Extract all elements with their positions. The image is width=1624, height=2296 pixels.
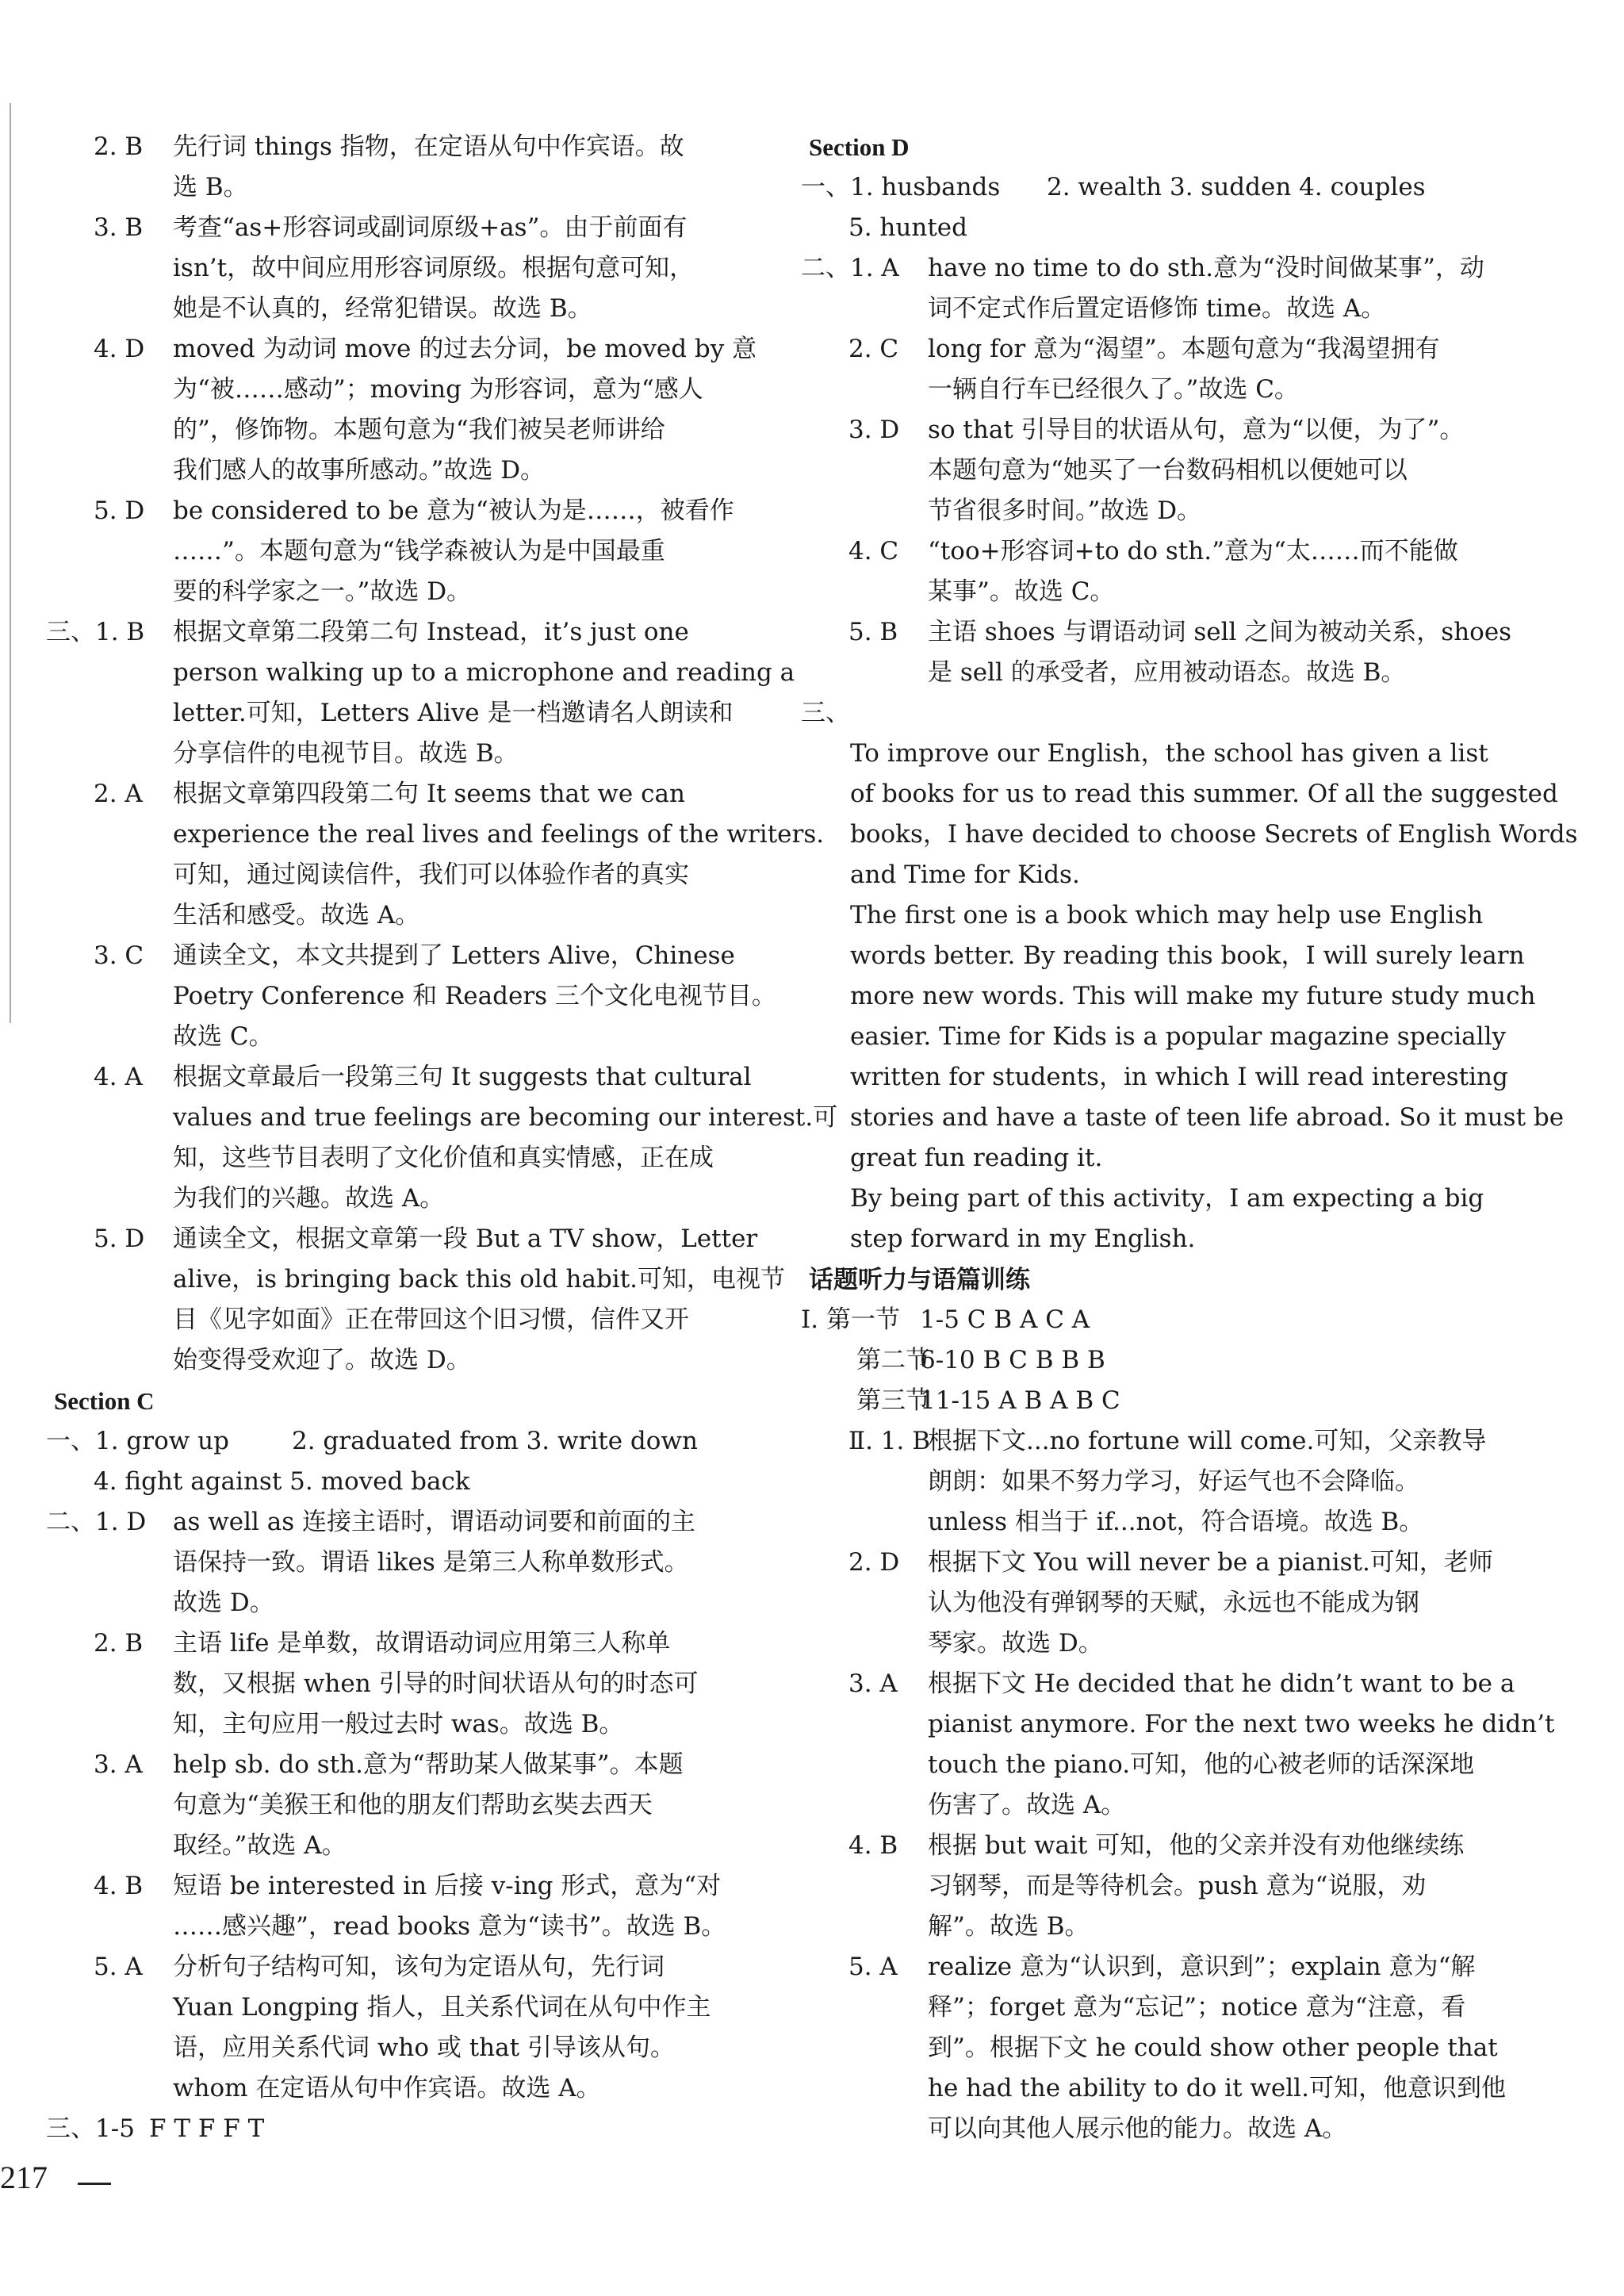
item-number: 第三节 (856, 1386, 930, 1415)
item-number: 3. A (94, 1750, 143, 1779)
item-text: Poetry Conference 和 Readers 三个文化电视节目。 (173, 982, 776, 1010)
item-text: 根据下文...no fortune will come.可知，父亲教导 (928, 1427, 1487, 1455)
item-text: more new words. This will make my future study much (850, 982, 1536, 1010)
item-number: 4. B (848, 1831, 898, 1860)
item-text: 主语 shoes 与谓语动词 sell 之间为被动关系，shoes (928, 618, 1512, 646)
item-text: 是 sell 的承受者，应用被动语态。故选 B。 (928, 658, 1406, 687)
item-number: 2. D (848, 1548, 900, 1577)
item-text: experience the real lives and feelings of the writers. (173, 820, 825, 849)
item-text: be considered to be 意为“被认为是……，被看作 (173, 496, 734, 525)
item-number: 3. A (848, 1669, 898, 1698)
item-number: 4. C (848, 537, 899, 565)
item-number: 三、 (801, 699, 850, 727)
item-text: 通读全文，本文共提到了 Letters Alive，Chinese (173, 941, 735, 970)
item-text: 根据文章最后一段第三句 It suggests that cultural (173, 1063, 752, 1091)
item-number: 2. A (94, 780, 143, 808)
item-text: 生活和感受。故选 A。 (173, 901, 420, 930)
item-number: 5. A (94, 1953, 143, 1981)
item-text: of books for us to read this summer. Of all the suggested (850, 780, 1558, 808)
item-text: To improve our English，the school has given a list (850, 739, 1488, 768)
item-number: 一、1. grow up (46, 1427, 229, 1455)
item-number: 5. B (848, 618, 898, 646)
item-text: stories and have a taste of teen life abroad. So it must be (850, 1103, 1565, 1132)
item-text: and Time for Kids. (850, 861, 1080, 889)
item-text: 为我们的兴趣。故选 A。 (173, 1184, 445, 1213)
item-text: ……感兴趣”，read books 意为“读书”。故选 B。 (173, 1912, 726, 1941)
item-text: 主语 life 是单数，故谓语动词应用第三人称单 (173, 1629, 671, 1658)
item-number: 5. A (848, 1953, 898, 1981)
item-text: great fun reading it. (850, 1144, 1103, 1172)
item-text: Yuan Longping 指人，且关系代词在从句中作主 (173, 1993, 711, 2022)
item-text: 选 B。 (173, 173, 248, 201)
item-text: values and true feelings are becoming our interest.可 (173, 1103, 838, 1132)
item-number: 4. B (94, 1872, 144, 1900)
page-number: 217 (0, 2160, 48, 2195)
item-text: 先行词 things 指物，在定语从句中作宾语。故 (173, 132, 684, 161)
item-text: long for 意为“渴望”。本题句意为“我渴望拥有 (928, 335, 1440, 363)
item-text: step forward in my English. (850, 1225, 1196, 1253)
item-text: 知，这些节目表明了文化价值和真实情感，正在成 (173, 1144, 714, 1172)
item-text: 根据 but wait 可知，他的父亲并没有劝他继续练 (928, 1831, 1465, 1860)
item-number: 3. B (94, 213, 144, 242)
margin-rule (10, 103, 11, 1023)
item-number: Ⅱ. 1. B (848, 1427, 930, 1455)
item-number: 5. D (94, 1225, 145, 1253)
item-text: “too+形容词+to do sth.”意为“太……而不能做 (928, 537, 1458, 565)
item-text: 一辆自行车已经很久了。”故选 C。 (928, 375, 1299, 404)
item-text: 词不定式作后置定语修饰 time。故选 A。 (928, 294, 1386, 323)
item-text: 可以向其他人展示他的能力。故选 A。 (928, 2114, 1347, 2143)
item-number: 2. C (848, 335, 899, 363)
item-text: 伤害了。故选 A。 (928, 1791, 1126, 1819)
item-text: person walking up to a microphone and reading a (173, 658, 795, 687)
item-text: ……”。本题句意为“钱学森被认为是中国最重 (173, 537, 665, 565)
item-text: 到”。根据下文 he could show other people that (928, 2033, 1498, 2062)
item-text: 2. wealth 3. sudden 4. couples (1047, 173, 1426, 201)
item-text: 琴家。故选 D。 (928, 1629, 1103, 1658)
item-text: 根据文章第四段第二句 It seems that we can (173, 780, 685, 808)
item-text: 句意为“美猴王和他的朋友们帮助玄奘去西天 (173, 1791, 653, 1819)
item-text: 4. fight against 5. moved back (94, 1467, 470, 1496)
item-text: books，I have decided to choose Secrets of English Words (850, 820, 1578, 849)
item-number: 2. B (94, 1629, 144, 1658)
item-text: 根据文章第二段第二句 Instead，it’s just one (173, 618, 689, 646)
item-text: alive，is bringing back this old habit.可知，电视节 (173, 1265, 786, 1294)
item-text: 分析句子结构可知，该句为定语从句，先行词 (173, 1953, 665, 1981)
item-number: 第二节 (856, 1346, 930, 1374)
item-number: 4. A (94, 1063, 143, 1091)
item-text: 根据下文 He decided that he didn’t want to be a (928, 1669, 1515, 1698)
item-text: The first one is a book which may help use English (850, 901, 1484, 930)
item-number: 三、1-5 (46, 2114, 135, 2143)
item-text: 考查“as+形容词或副词原级+as”。由于前面有 (173, 213, 688, 242)
item-text: he had the ability to do it well.可知，他意识到他 (928, 2074, 1506, 2102)
item-text: 短语 be interested in 后接 v-ing 形式，意为“对 (173, 1872, 722, 1900)
item-text: 目《见字如面》正在带回这个旧习惯，信件又开 (173, 1305, 689, 1334)
item-text: 2. graduated from 3. write down (292, 1427, 698, 1455)
item-text: have no time to do sth.意为“没时间做某事”，动 (928, 254, 1484, 282)
item-text: F T F F T (149, 2114, 265, 2143)
item-text: as well as 连接主语时，谓语动词要和前面的主 (173, 1508, 696, 1536)
item-text: help sb. do sth.意为“帮助某人做某事”。本题 (173, 1750, 684, 1779)
item-text: pianist anymore. For the next two weeks he didn’t (928, 1710, 1555, 1738)
page-number-dash (78, 2183, 111, 2185)
item-number: 3. D (848, 416, 900, 444)
item-text: so that 引导目的状语从句，意为“以便，为了”。 (928, 416, 1465, 444)
item-number: 3. C (94, 941, 144, 970)
item-text: moved 为动词 move 的过去分词，be moved by 意 (173, 335, 757, 363)
item-text: letter.可知，Letters Alive 是一档邀请名人朗读和 (173, 699, 733, 727)
item-number: 二、1. D (46, 1508, 147, 1536)
item-text: 她是不认真的，经常犯错误。故选 B。 (173, 294, 592, 323)
item-text: touch the piano.可知，他的心被老师的话深深地 (928, 1750, 1475, 1779)
item-text: 节省很多时间。”故选 D。 (928, 496, 1202, 525)
item-number: 5. D (94, 496, 145, 525)
item-number: 二、1. A (801, 254, 899, 282)
item-text: 释”；forget 意为“忘记”；notice 意为“注意，看 (928, 1993, 1466, 2022)
item-number: 一、1. husbands (801, 173, 1001, 201)
item-text: 为“被……感动”；moving 为形容词，意为“感人 (173, 375, 703, 404)
item-text: 习钢琴，而是等待机会。push 意为“说服，劝 (928, 1872, 1427, 1900)
item-number: 2. B (94, 132, 144, 161)
item-text: 我们感人的故事所感动。”故选 D。 (173, 456, 546, 485)
section-heading-text: 话题听力与语篇训练 (809, 1266, 1030, 1294)
item-number: 4. D (94, 335, 145, 363)
item-text: 11-15 A B A B C (920, 1386, 1120, 1415)
item-text: written for students，in which I will read interesting (850, 1063, 1508, 1091)
item-text: unless 相当于 if...not，符合语境。故选 B。 (928, 1508, 1424, 1536)
item-text: 语保持一致。谓语 likes 是第三人称单数形式。 (173, 1548, 689, 1577)
item-text: isn’t，故中间应用形容词原级。根据句意可知， (173, 254, 695, 282)
item-text: 可知，通过阅读信件，我们可以体验作者的真实 (173, 861, 689, 889)
item-text: 故选 D。 (173, 1589, 274, 1617)
item-text: 数，又根据 when 引导的时间状语从句的时态可 (173, 1669, 699, 1698)
item-text: 根据下文 You will never be a pianist.可知，老师 (928, 1548, 1493, 1577)
item-text: 1-5 C B A C A (920, 1305, 1090, 1334)
item-text: 要的科学家之一。”故选 D。 (173, 577, 472, 606)
item-text: By being part of this activity，I am expecting a big (850, 1184, 1484, 1213)
item-number: Ⅰ. 第一节 (801, 1305, 900, 1334)
section-heading-text: Section D (809, 133, 910, 161)
item-text: 的”，修饰物。本题句意为“我们被吴老师讲给 (173, 416, 665, 444)
item-text: 语，应用关系代词 who 或 that 引导该从句。 (173, 2033, 675, 2062)
item-number: 三、1. B (46, 618, 145, 646)
item-text: 6-10 B C B B B (920, 1346, 1105, 1374)
item-text: 通读全文，根据文章第一段 But a TV show，Letter (173, 1225, 758, 1253)
item-text: 朗朗：如果不努力学习，好运气也不会降临。 (928, 1467, 1419, 1496)
item-text: 解”。故选 B。 (928, 1912, 1090, 1941)
item-text: easier. Time for Kids is a popular magazine specially (850, 1022, 1507, 1051)
item-text: 认为他没有弹钢琴的天赋，永远也不能成为钢 (928, 1589, 1419, 1617)
item-text: 故选 C。 (173, 1022, 274, 1051)
item-text: words better. By reading this book，I will surely learn (850, 941, 1525, 970)
item-text: 某事”。故选 C。 (928, 577, 1115, 606)
item-text: 5. hunted (848, 213, 967, 242)
item-text: 始变得受欢迎了。故选 D。 (173, 1346, 471, 1374)
item-text: realize 意为“认识到，意识到”；explain 意为“解 (928, 1953, 1476, 1981)
item-text: whom 在定语从句中作宾语。故选 A。 (173, 2074, 601, 2102)
section-heading-text: Section C (54, 1387, 155, 1415)
item-text: 取经。”故选 A。 (173, 1831, 347, 1860)
item-text: 知，主句应用一般过去时 was。故选 B。 (173, 1710, 624, 1738)
item-text: 分享信件的电视节目。故选 B。 (173, 739, 519, 768)
item-text: 本题句意为“她买了一台数码相机以便她可以 (928, 456, 1408, 485)
